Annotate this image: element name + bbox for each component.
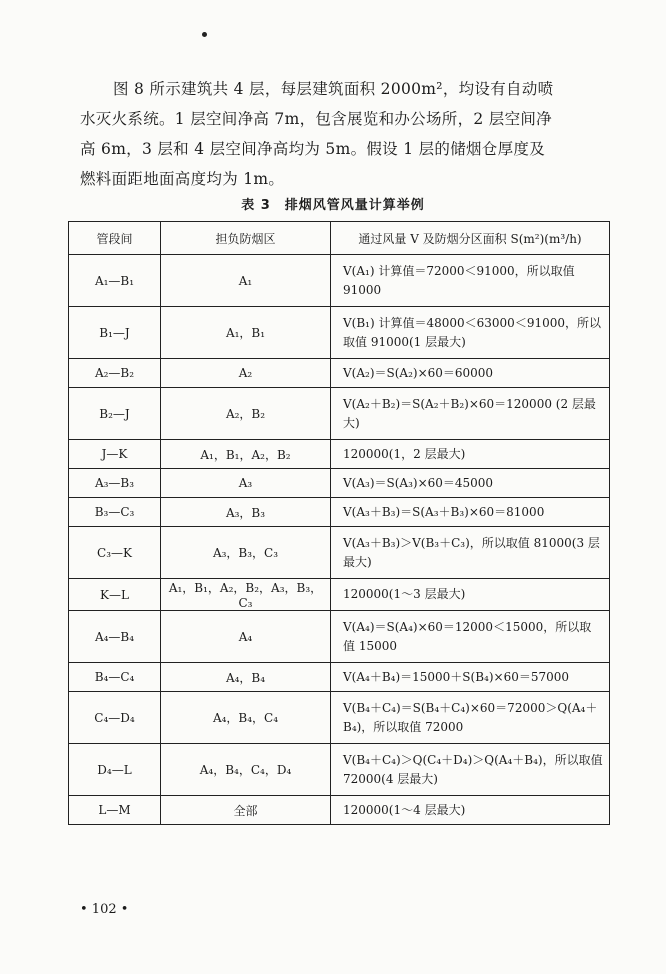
value-cell: V(A₃＋B₃)＝S(A₃＋B₃)×60＝81000 [331, 498, 610, 527]
value-cell: 120000(1，2 层最大) [331, 440, 610, 469]
table-row [69, 307, 610, 359]
segment-cell: A₁—B₁ [69, 255, 161, 307]
zone-cell: A₄，B₄，C₄，D₄ [161, 744, 331, 796]
smoke-duct-table [68, 221, 610, 825]
table-row [69, 527, 610, 579]
header-value: 通过风量 V 及防烟分区面积 S(m²)(m³/h) [331, 222, 610, 255]
table-row [69, 579, 610, 611]
paragraph-line: 图 8 所示建筑共 4 层，每层建筑面积 2000m²，均设有自动喷 [113, 80, 554, 98]
value-cell: V(B₄＋C₄)＝S(B₄＋C₄)×60＝72000＞Q(A₄＋B₄)，所以取值 72000 [331, 692, 610, 744]
segment-cell: L—M [69, 796, 161, 825]
value-cell: V(A₂)＝S(A₂)×60＝60000 [331, 359, 610, 388]
segment-cell: A₂—B₂ [69, 359, 161, 388]
segment-cell: B₃—C₃ [69, 498, 161, 527]
body-paragraph [80, 74, 610, 194]
value-cell: V(A₃)＝S(A₃)×60＝45000 [331, 469, 610, 498]
table-body [69, 255, 610, 825]
paragraph-line: 高 6m，3 层和 4 层空间净高均为 5m。假设 1 层的储烟仓厚度及 [80, 140, 545, 158]
header-zone: 担负防烟区 [161, 222, 331, 255]
value-cell: V(A₃＋B₃)＞V(B₃＋C₃)，所以取值 81000(3 层最大) [331, 527, 610, 579]
value-cell: V(A₄＋B₄)＝15000＋S(B₄)×60＝57000 [331, 663, 610, 692]
zone-cell: A₃，B₃ [161, 498, 331, 527]
paragraph-line: 水灭火系统。1 层空间净高 7m，包含展览和办公场所，2 层空间净 [80, 110, 552, 128]
segment-cell: A₄—B₄ [69, 611, 161, 663]
zone-cell: A₄，B₄，C₄ [161, 692, 331, 744]
segment-cell: C₄—D₄ [69, 692, 161, 744]
table-row [69, 692, 610, 744]
segment-cell: B₁—J [69, 307, 161, 359]
value-cell: V(A₁) 计算值＝72000＜91000，所以取值 91000 [331, 255, 610, 307]
zone-cell: A₃，B₃，C₃ [161, 527, 331, 579]
table-header-row [69, 222, 610, 255]
value-cell: V(B₁) 计算值＝48000＜63000＜91000，所以取值 91000(1 层最大) [331, 307, 610, 359]
paragraph-line: 燃料面距地面高度均为 1m。 [80, 170, 285, 188]
table-row [69, 611, 610, 663]
value-cell: V(B₄＋C₄)＞Q(C₄＋D₄)＞Q(A₄＋B₄)，所以取值 72000(4 层最大) [331, 744, 610, 796]
zone-cell: A₂，B₂ [161, 388, 331, 440]
table-row [69, 359, 610, 388]
segment-cell: D₄—L [69, 744, 161, 796]
table-row [69, 663, 610, 692]
zone-cell: A₁ [161, 255, 331, 307]
segment-cell: B₂—J [69, 388, 161, 440]
segment-cell: J—K [69, 440, 161, 469]
zone-cell: A₄，B₄ [161, 663, 331, 692]
zone-cell: A₁，B₁，A₂，B₂，A₃，B₃，C₃ [161, 579, 331, 611]
table-row [69, 744, 610, 796]
segment-cell: K—L [69, 579, 161, 611]
segment-cell: A₃—B₃ [69, 469, 161, 498]
table-row [69, 498, 610, 527]
page-mark-dot [202, 32, 207, 37]
zone-cell: A₃ [161, 469, 331, 498]
table-row [69, 388, 610, 440]
value-cell: 120000(1～4 层最大) [331, 796, 610, 825]
zone-cell: A₁，B₁ [161, 307, 331, 359]
table-row [69, 440, 610, 469]
zone-cell: 全部 [161, 796, 331, 825]
table-row [69, 796, 610, 825]
value-cell: V(A₄)＝S(A₄)×60＝12000＜15000，所以取值 15000 [331, 611, 610, 663]
zone-cell: A₄ [161, 611, 331, 663]
table-row [69, 255, 610, 307]
value-cell: 120000(1～3 层最大) [331, 579, 610, 611]
zone-cell: A₂ [161, 359, 331, 388]
zone-cell: A₁，B₁，A₂，B₂ [161, 440, 331, 469]
page-number: • 102 • [80, 902, 129, 917]
table-caption: 表 3 排烟风管风量计算举例 [241, 198, 425, 213]
segment-cell: C₃—K [69, 527, 161, 579]
table-row [69, 469, 610, 498]
segment-cell: B₄—C₄ [69, 663, 161, 692]
header-segment: 管段间 [69, 222, 161, 255]
value-cell: V(A₂＋B₂)＝S(A₂＋B₂)×60＝120000 (2 层最大) [331, 388, 610, 440]
